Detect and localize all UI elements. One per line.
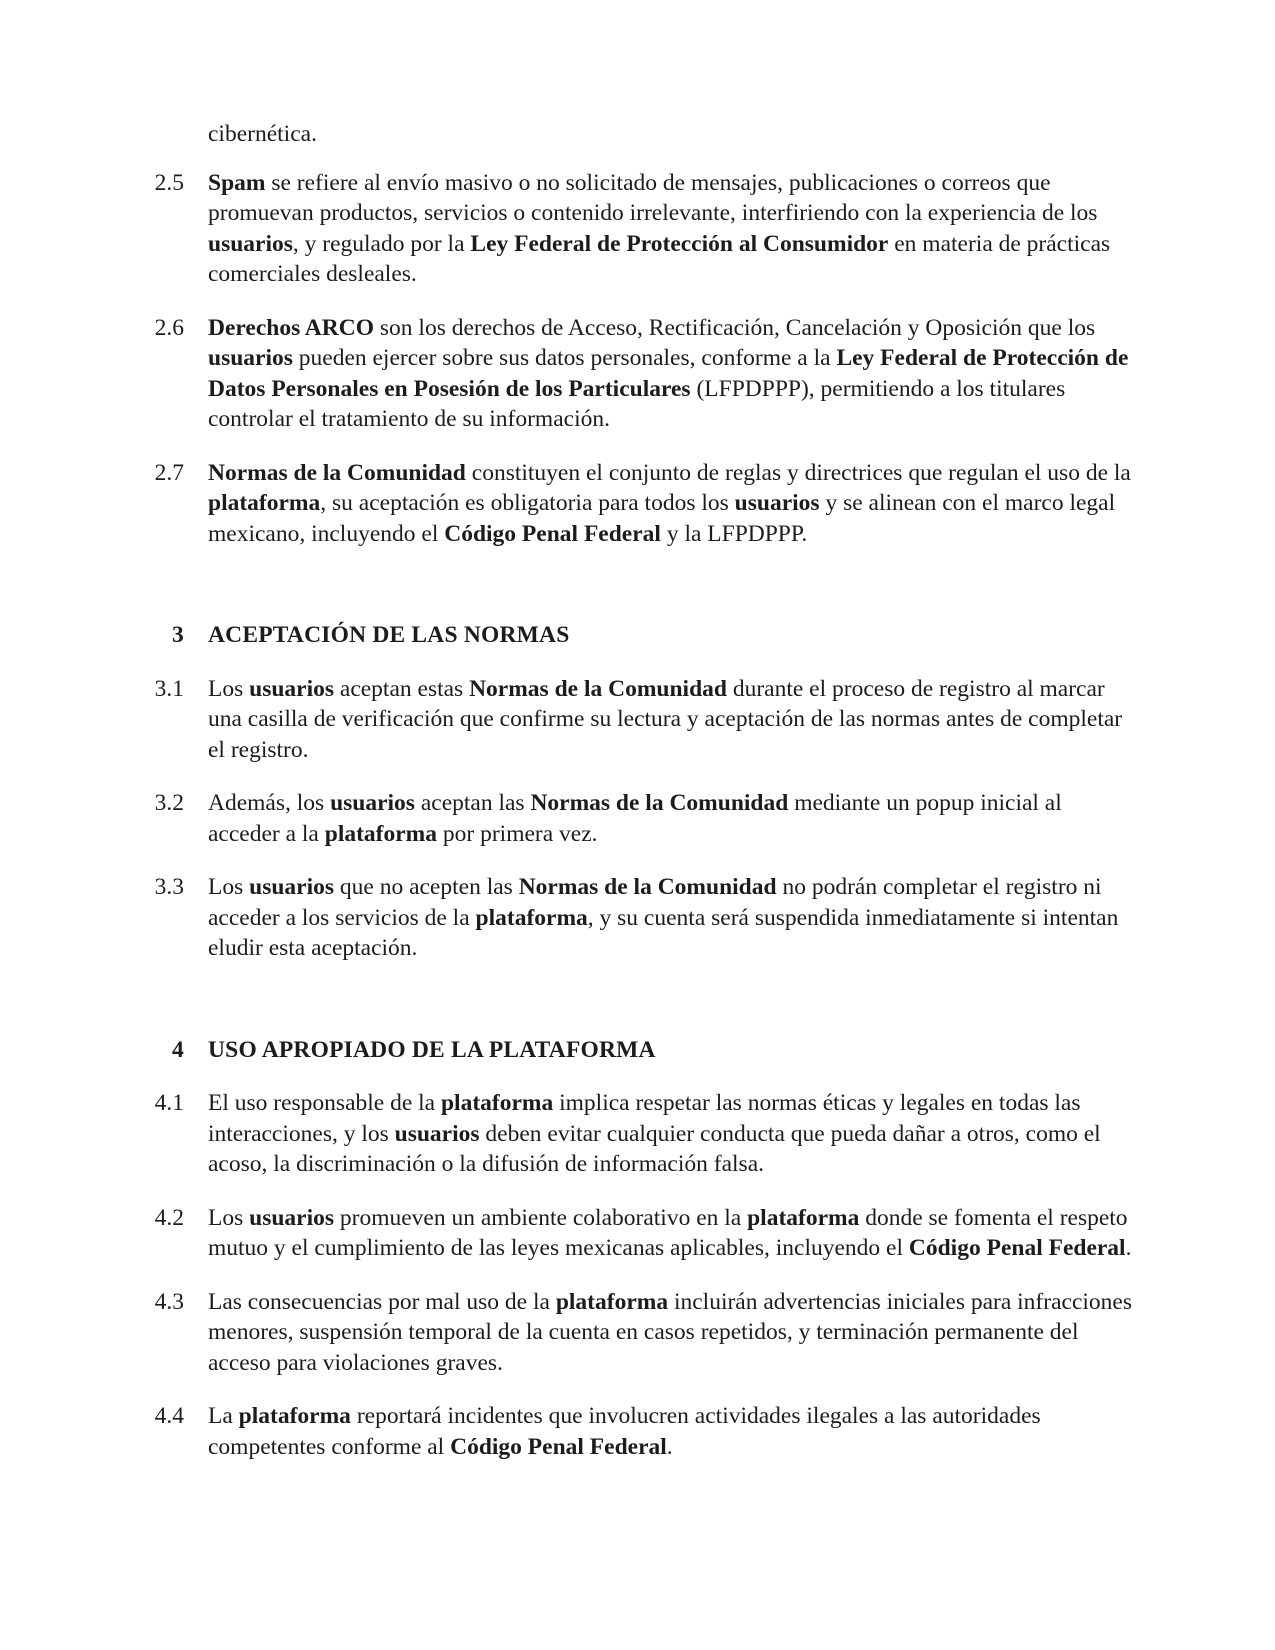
clause-text bbox=[208, 790, 1062, 847]
bold-text-run: usuarios bbox=[249, 874, 335, 900]
bold-text-run: usuarios bbox=[734, 490, 820, 516]
text-run: Las consecuencias por mal uso de la bbox=[208, 1288, 556, 1315]
clause-text bbox=[208, 1289, 1132, 1376]
bold-text-run: plataforma bbox=[747, 1204, 860, 1231]
section-title bbox=[208, 622, 569, 648]
clause-number: 4.2 bbox=[154, 1204, 184, 1231]
clause-text bbox=[208, 1403, 1041, 1460]
clause-text bbox=[208, 170, 1110, 288]
bold-text-run: usuarios bbox=[249, 1204, 335, 1231]
bold-text-run: Spam bbox=[208, 169, 266, 196]
text-run: , y regulado por la bbox=[292, 230, 471, 257]
text-run: mediante un popup inicial al acceder a la bbox=[208, 790, 1062, 847]
clause-text bbox=[208, 121, 317, 147]
text-run: se refiere al envío masivo o no solicitado de mensajes, publicaciones o correos que promuevan productos, servicios o contenido irrelevante, interfiriendo con la experiencia de los bbox=[208, 169, 1098, 226]
bold-text-run: plataforma bbox=[238, 1403, 351, 1429]
text-run: aceptan estas bbox=[334, 675, 470, 702]
text-run: cibernética. bbox=[208, 121, 317, 147]
clause-item bbox=[154, 458, 1136, 550]
bold-text-run: Ley Federal de Protección de Datos Personales en Posesión de los Particulares bbox=[208, 345, 1129, 402]
bold-text-run: Normas de la Comunidad bbox=[208, 459, 466, 486]
text-run: aceptan las bbox=[414, 790, 531, 816]
text-run: son los derechos de Acceso, Rectificación, Cancelación y Oposición que los bbox=[374, 314, 1096, 341]
text-run: , y su cuenta será suspendida inmediatamente si intentan eludir esta aceptación. bbox=[208, 904, 1119, 961]
bold-text-run: plataforma bbox=[324, 820, 438, 847]
bold-text-run: usuarios bbox=[394, 1120, 480, 1147]
section-heading bbox=[172, 620, 1136, 651]
paragraph-continuation bbox=[208, 119, 1136, 150]
text-run: reportará incidentes que involucren actividades ilegales a las autoridades competentes conforme al bbox=[208, 1403, 1041, 1460]
text-run: no podrán completar el registro ni acceder a los servicios de la bbox=[208, 874, 1102, 931]
text-run: La bbox=[208, 1403, 239, 1429]
bold-text-run: plataforma bbox=[440, 1090, 554, 1116]
bold-text-run: Código Penal Federal bbox=[444, 520, 661, 547]
text-run: (LFPDPPP), permitiendo a los titulares controlar el tratamiento de su información. bbox=[208, 375, 1066, 432]
text-run: que no acepten las bbox=[334, 874, 519, 900]
clause-item bbox=[154, 1203, 1136, 1264]
text-run: donde se fomenta el respeto mutuo y el cumplimiento de las leyes mexicanas aplicables, incluyendo el bbox=[208, 1204, 1128, 1261]
text-run: El uso responsable de la bbox=[208, 1090, 441, 1116]
bold-text-run: Normas de la Comunidad bbox=[530, 790, 789, 816]
bold-text-run: Ley Federal de Protección al Consumidor bbox=[470, 230, 889, 257]
clause-item bbox=[154, 168, 1136, 290]
clause-item bbox=[154, 1401, 1136, 1462]
section-number: 3 bbox=[172, 622, 184, 648]
text-run: constituyen el conjunto de reglas y directrices que regulan el uso de la bbox=[465, 459, 1131, 486]
bold-text-run: plataforma bbox=[208, 490, 321, 516]
bold-text-run: Código Penal Federal bbox=[450, 1433, 667, 1460]
clause-item bbox=[154, 1088, 1136, 1180]
clause-item bbox=[154, 788, 1136, 849]
clause-number: 3.1 bbox=[154, 675, 184, 702]
clause-number: 2.7 bbox=[154, 459, 184, 486]
clause-text bbox=[208, 1090, 1101, 1177]
clause-number: 4.4 bbox=[154, 1403, 184, 1429]
clause-number: 2.5 bbox=[154, 169, 184, 196]
bold-text-run: Derechos ARCO bbox=[208, 314, 375, 341]
text-run: Los bbox=[208, 1204, 250, 1231]
section-heading bbox=[172, 1035, 1136, 1066]
clause-text bbox=[208, 874, 1118, 961]
text-run: promueven un ambiente colaborativo en la bbox=[334, 1204, 748, 1231]
clause-item bbox=[154, 674, 1136, 766]
text-run: deben evitar cualquier conducta que pueda dañar a otros, como el acoso, la discriminación o la difusión de información falsa. bbox=[208, 1120, 1101, 1177]
bold-text-run: Normas de la Comunidad bbox=[469, 675, 727, 702]
clause-item bbox=[154, 313, 1136, 435]
text-run: en materia de prácticas comerciales desleales. bbox=[208, 230, 1111, 287]
text-run: Los bbox=[208, 874, 250, 900]
text-run: y la LFPDPPP. bbox=[660, 520, 808, 547]
text-run: , su aceptación es obligatoria para todos los bbox=[320, 490, 735, 516]
bold-text-run: usuarios bbox=[330, 790, 415, 816]
clause-number: 3.2 bbox=[154, 790, 184, 816]
bold-text-run: plataforma bbox=[555, 1288, 669, 1315]
clause-number: 2.6 bbox=[154, 314, 184, 341]
bold-text-run: usuarios bbox=[249, 675, 335, 702]
text-run: Los bbox=[208, 675, 250, 702]
bold-text-run: Normas de la Comunidad bbox=[518, 874, 777, 900]
text-run: . bbox=[1125, 1235, 1132, 1261]
text-run: . bbox=[666, 1433, 673, 1460]
clause-number: 3.3 bbox=[154, 874, 184, 900]
bold-text-run: usuarios bbox=[208, 230, 293, 257]
bold-text-run: plataforma bbox=[475, 904, 588, 931]
bold-text-run: USO APROPIADO DE LA PLATAFORMA bbox=[208, 1036, 656, 1063]
clause-number: 4.1 bbox=[154, 1090, 184, 1116]
clause-text bbox=[208, 676, 1122, 763]
section-title bbox=[208, 1037, 656, 1063]
text-run: pueden ejercer sobre sus datos personales, conforme a la bbox=[292, 345, 837, 371]
bold-text-run: ACEPTACIÓN DE LAS NORMAS bbox=[208, 622, 570, 648]
text-run: Además, los bbox=[208, 790, 331, 816]
text-run: durante el proceso de registro al marcar una casilla de verificación que confirme su lectura y aceptación de las normas antes de completar el registro. bbox=[208, 675, 1123, 763]
clause-item bbox=[154, 872, 1136, 964]
document-content bbox=[154, 0, 1136, 1485]
clause-text bbox=[208, 460, 1131, 547]
text-run: implica respetar las normas éticas y legales en todas las interacciones, y los bbox=[208, 1090, 1081, 1147]
clause-item bbox=[154, 1287, 1136, 1379]
text-run: por primera vez. bbox=[437, 820, 598, 847]
clause-text bbox=[208, 315, 1128, 433]
bold-text-run: usuarios bbox=[208, 345, 293, 371]
text-run: y se alinean con el marco legal mexicano, incluyendo el bbox=[208, 490, 1116, 547]
bold-text-run: Código Penal Federal bbox=[908, 1235, 1126, 1261]
clause-text bbox=[208, 1205, 1131, 1262]
section-number: 4 bbox=[172, 1036, 184, 1063]
text-run: incluirán advertencias iniciales para infracciones menores, suspensión temporal de la cuenta en casos repetidos, y terminación permanente del acceso para violaciones graves. bbox=[208, 1288, 1132, 1376]
clause-number: 4.3 bbox=[154, 1288, 184, 1315]
